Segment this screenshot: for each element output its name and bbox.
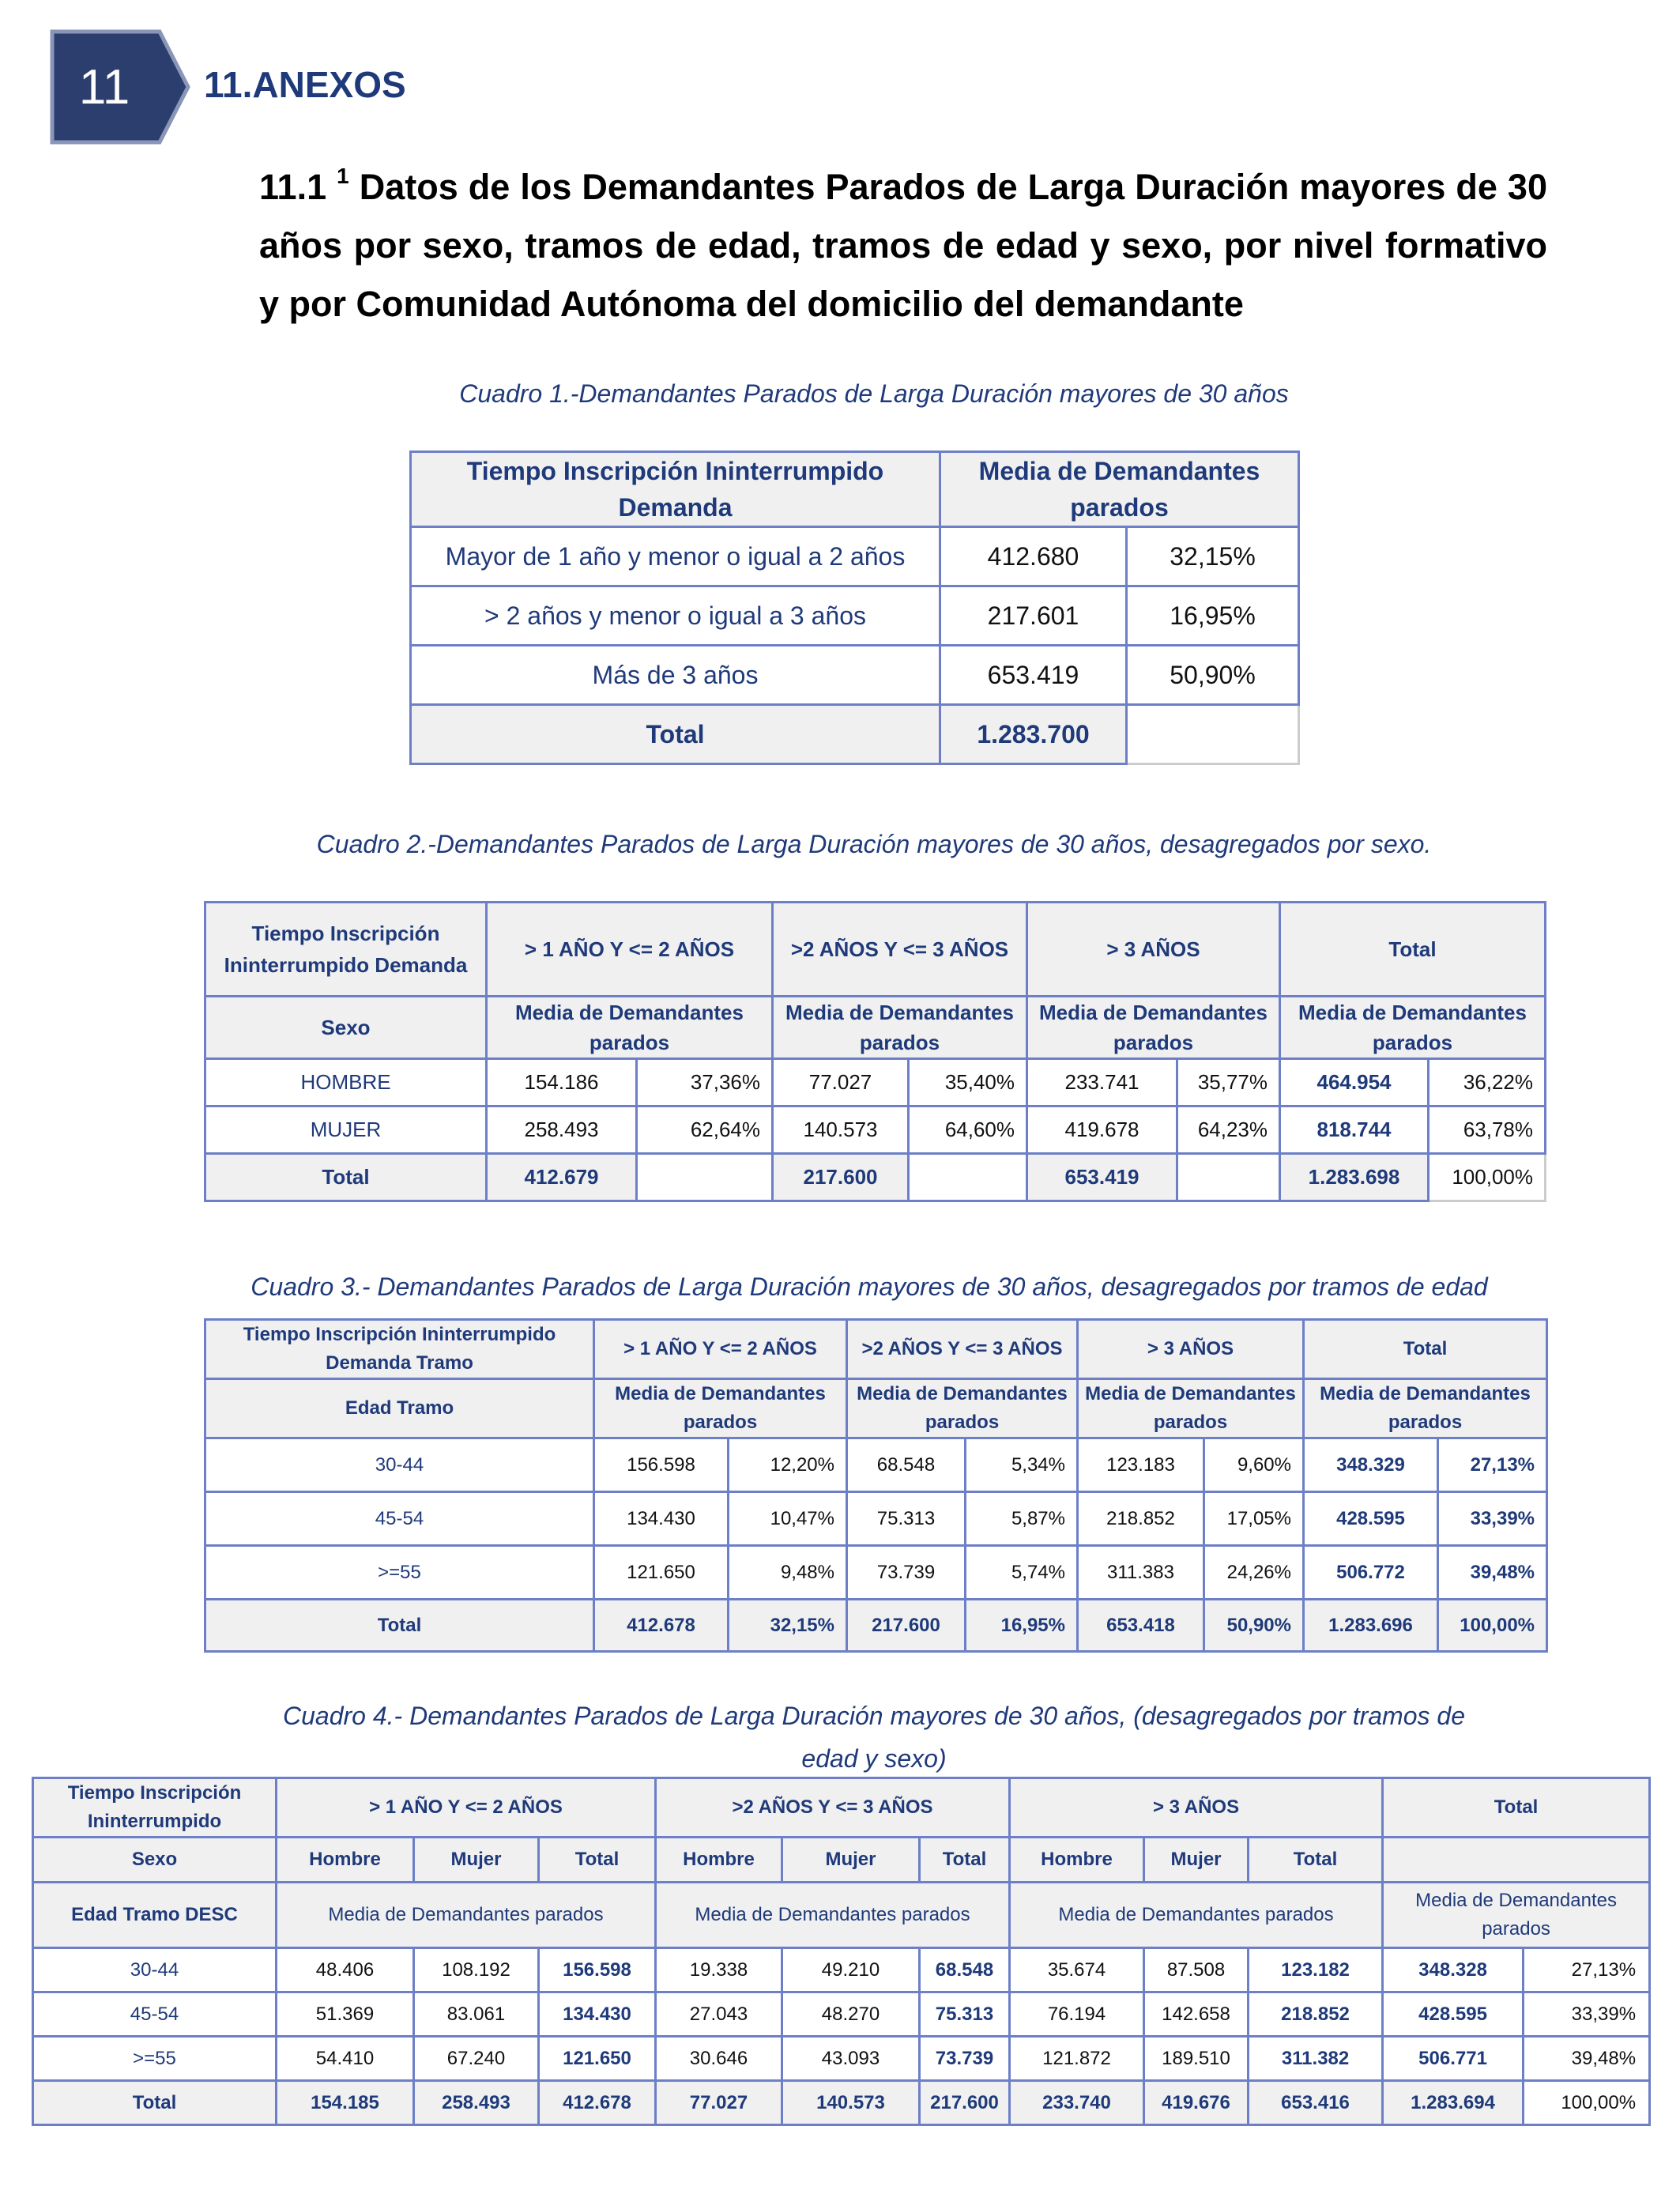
empty-cell — [1177, 1154, 1280, 1201]
row-pct: 50,90% — [1127, 646, 1299, 705]
main-title — [259, 150, 1547, 334]
cuadro1-caption: Cuadro 1.-Demandantes Parados de Larga Duración mayores de 30 años — [459, 379, 1289, 408]
cell: 218.852 — [1249, 1992, 1383, 2037]
cell: 51.369 — [277, 1992, 414, 2037]
cell: 412.678 — [594, 1600, 729, 1652]
cell: 39,48% — [1524, 2037, 1650, 2081]
table-row — [411, 527, 1299, 586]
cell: 1.283.698 — [1280, 1154, 1429, 1201]
cuadro1-table — [409, 450, 1300, 765]
cell: 76.194 — [1010, 1992, 1144, 2037]
cell: 818.744 — [1280, 1106, 1429, 1154]
header-media: Media de Demandantes parados — [773, 997, 1027, 1059]
cell: 87.508 — [1144, 1948, 1249, 1992]
row-label: >=55 — [33, 2037, 277, 2081]
table-subheader-row — [33, 1838, 1650, 1883]
cell: 19.338 — [656, 1948, 782, 1992]
header-media: Media de Demandantes parados — [1304, 1379, 1547, 1438]
cell: 5,34% — [966, 1438, 1078, 1492]
table-row — [411, 646, 1299, 705]
cell: 121.650 — [539, 2037, 656, 2081]
total-row — [33, 2081, 1650, 2125]
chapter-number: 11 — [78, 59, 130, 115]
header-edad: Edad Tramo — [205, 1379, 594, 1438]
header-mujer: Mujer — [414, 1838, 539, 1883]
cell: 77.027 — [656, 2081, 782, 2125]
cell: 39,48% — [1438, 1546, 1547, 1600]
cell: 311.383 — [1078, 1546, 1204, 1600]
cell: 43.093 — [782, 2037, 920, 2081]
header-group-3: > 3 AÑOS — [1027, 903, 1280, 997]
cell: 419.676 — [1144, 2081, 1249, 2125]
cell: 100,00% — [1429, 1154, 1546, 1201]
total-row — [411, 705, 1299, 764]
header-media: Media de Demandantes parados — [1280, 997, 1546, 1059]
row-label: Más de 3 años — [411, 646, 940, 705]
cell: 33,39% — [1524, 1992, 1650, 2037]
cell: 16,95% — [966, 1600, 1078, 1652]
table-row — [205, 1438, 1547, 1492]
total-value: 1.283.700 — [940, 705, 1127, 764]
header-group-3: > 3 AÑOS — [1010, 1778, 1383, 1838]
table-row — [205, 1106, 1546, 1154]
header-hombre: Hombre — [277, 1838, 414, 1883]
cell: 75.313 — [847, 1492, 966, 1546]
row-pct: 16,95% — [1127, 586, 1299, 646]
header-media: Media de Demandantes parados — [1027, 997, 1280, 1059]
cell: 32,15% — [729, 1600, 847, 1652]
cell: 27,13% — [1438, 1438, 1547, 1492]
cuadro4-caption-line2: edad y sexo) — [801, 1744, 947, 1773]
header-hombre: Hombre — [1010, 1838, 1144, 1883]
header-media: Media de Demandantes parados — [487, 997, 773, 1059]
total-label: Total — [205, 1154, 487, 1201]
cell: 35,77% — [1177, 1059, 1280, 1106]
cell: 258.493 — [487, 1106, 637, 1154]
header-media: Media de Demandantes parados — [847, 1379, 1078, 1438]
table-subheader-row — [205, 1379, 1547, 1438]
table-row — [33, 1948, 1650, 1992]
cell: 140.573 — [782, 2081, 920, 2125]
header-media: Media de Demandantes parados — [940, 452, 1299, 527]
cell: 10,47% — [729, 1492, 847, 1546]
header-total-sub: Total — [920, 1838, 1010, 1883]
cuadro2-caption: Cuadro 2.-Demandantes Parados de Larga Duración mayores de 30 años, desagregados por sexo. — [316, 830, 1432, 858]
cell: 233.741 — [1027, 1059, 1177, 1106]
cell: 412.678 — [539, 2081, 656, 2125]
cell: 62,64% — [637, 1106, 773, 1154]
cuadro4-caption — [204, 1695, 1544, 1780]
header-media: Media de Demandantes parados — [1010, 1883, 1383, 1948]
cell: 653.416 — [1249, 2081, 1383, 2125]
cell: 108.192 — [414, 1948, 539, 1992]
cell: 412.679 — [487, 1154, 637, 1201]
row-value: 217.601 — [940, 586, 1127, 646]
cell: 33,39% — [1438, 1492, 1547, 1546]
cell: 73.739 — [920, 2037, 1010, 2081]
total-label: Total — [33, 2081, 277, 2125]
header-total-sub: Total — [1249, 1838, 1383, 1883]
header-tiempo: Tiempo Inscripción Ininterrumpido Demanda — [205, 903, 487, 997]
total-label: Total — [205, 1600, 594, 1652]
cell: 134.430 — [594, 1492, 729, 1546]
cell: 100,00% — [1524, 2081, 1650, 2125]
cuadro4-table — [32, 1777, 1651, 2126]
cell: 48.270 — [782, 1992, 920, 2037]
cell: 68.548 — [920, 1948, 1010, 1992]
header-mujer: Mujer — [782, 1838, 920, 1883]
header-total-sub: Total — [539, 1838, 656, 1883]
cell: 156.598 — [594, 1438, 729, 1492]
header-total: Total — [1304, 1320, 1547, 1379]
cuadro3-table — [204, 1318, 1548, 1653]
cell: 217.600 — [920, 2081, 1010, 2125]
header-media: Media de Demandantes parados — [594, 1379, 847, 1438]
cell: 9,60% — [1204, 1438, 1304, 1492]
cell: 653.418 — [1078, 1600, 1204, 1652]
empty-cell — [637, 1154, 773, 1201]
cell: 9,48% — [729, 1546, 847, 1600]
table-row — [205, 1059, 1546, 1106]
cell: 30.646 — [656, 2037, 782, 2081]
total-row — [205, 1154, 1546, 1201]
header-edad: Edad Tramo DESC — [33, 1883, 277, 1948]
header-media: Media de Demandantes parados — [1383, 1883, 1650, 1948]
table-header-row — [205, 903, 1546, 997]
cell: 100,00% — [1438, 1600, 1547, 1652]
cell: 54.410 — [277, 2037, 414, 2081]
table-subheader-row — [33, 1883, 1650, 1948]
row-label: MUJER — [205, 1106, 487, 1154]
section-title: 11.ANEXOS — [204, 64, 406, 105]
cell: 5,74% — [966, 1546, 1078, 1600]
table-row — [411, 586, 1299, 646]
row-label: > 2 años y menor o igual a 3 años — [411, 586, 940, 646]
cell: 154.186 — [487, 1059, 637, 1106]
cell: 67.240 — [414, 2037, 539, 2081]
cell: 464.954 — [1280, 1059, 1429, 1106]
empty-cell — [909, 1154, 1027, 1201]
row-value: 653.419 — [940, 646, 1127, 705]
cell: 506.772 — [1304, 1546, 1438, 1600]
table-subheader-row — [205, 997, 1546, 1059]
cell: 311.382 — [1249, 2037, 1383, 2081]
cell: 653.419 — [1027, 1154, 1177, 1201]
cell: 1.283.694 — [1383, 2081, 1524, 2125]
cell: 35.674 — [1010, 1948, 1144, 1992]
cell: 428.595 — [1383, 1992, 1524, 2037]
main-title-text: Datos de los Demandantes Parados de Larga Duración mayores de 30 años por sexo, tramos de edad, tramos de edad y sexo, por nivel formativo y por Comunidad Autónoma del domicilio del demandante — [259, 167, 1547, 324]
header-media: Media de Demandantes parados — [656, 1883, 1010, 1948]
main-title-prefix: 11.1 — [259, 167, 327, 207]
row-label: 30-44 — [33, 1948, 277, 1992]
header-group-1: > 1 AÑO Y <= 2 AÑOS — [594, 1320, 847, 1379]
header-media: Media de Demandantes parados — [277, 1883, 656, 1948]
cuadro2-table — [204, 901, 1546, 1202]
cell: 27,13% — [1524, 1948, 1650, 1992]
cell: 123.182 — [1249, 1948, 1383, 1992]
cell: 348.328 — [1383, 1948, 1524, 1992]
cell: 64,60% — [909, 1106, 1027, 1154]
cell: 217.600 — [847, 1600, 966, 1652]
cell: 123.183 — [1078, 1438, 1204, 1492]
cell: 17,05% — [1204, 1492, 1304, 1546]
footnote-marker: 1 — [337, 164, 349, 188]
cell: 77.027 — [773, 1059, 909, 1106]
empty-header — [1383, 1838, 1650, 1883]
total-row — [205, 1600, 1547, 1652]
cell: 64,23% — [1177, 1106, 1280, 1154]
header-group-2: >2 AÑOS Y <= 3 AÑOS — [773, 903, 1027, 997]
empty-cell — [1127, 705, 1299, 764]
row-label: >=55 — [205, 1546, 594, 1600]
cell: 506.771 — [1383, 2037, 1524, 2081]
table-row — [33, 2037, 1650, 2081]
cell: 134.430 — [539, 1992, 656, 2037]
cell: 121.872 — [1010, 2037, 1144, 2081]
row-value: 412.680 — [940, 527, 1127, 586]
cell: 35,40% — [909, 1059, 1027, 1106]
cell: 140.573 — [773, 1106, 909, 1154]
row-label: 45-54 — [205, 1492, 594, 1546]
table-row — [33, 1992, 1650, 2037]
cell: 142.658 — [1144, 1992, 1249, 2037]
cell: 217.600 — [773, 1154, 909, 1201]
row-pct: 32,15% — [1127, 527, 1299, 586]
row-label: HOMBRE — [205, 1059, 487, 1106]
cell: 419.678 — [1027, 1106, 1177, 1154]
cell: 50,90% — [1204, 1600, 1304, 1652]
cell: 428.595 — [1304, 1492, 1438, 1546]
cell: 49.210 — [782, 1948, 920, 1992]
header-tiempo: Tiempo Inscripción Ininterrumpido Demanda — [411, 452, 940, 527]
cell: 348.329 — [1304, 1438, 1438, 1492]
header-group-2: >2 AÑOS Y <= 3 AÑOS — [847, 1320, 1078, 1379]
cell: 68.548 — [847, 1438, 966, 1492]
header-media: Media de Demandantes parados — [1078, 1379, 1304, 1438]
cell: 1.283.696 — [1304, 1600, 1438, 1652]
header-group-2: >2 AÑOS Y <= 3 AÑOS — [656, 1778, 1010, 1838]
header-group-1: > 1 AÑO Y <= 2 AÑOS — [277, 1778, 656, 1838]
cell: 156.598 — [539, 1948, 656, 1992]
cell: 189.510 — [1144, 2037, 1249, 2081]
cell: 48.406 — [277, 1948, 414, 1992]
cell: 36,22% — [1429, 1059, 1546, 1106]
cell: 233.740 — [1010, 2081, 1144, 2125]
header-tiempo: Tiempo Inscripción Ininterrumpido — [33, 1778, 277, 1838]
header-group-1: > 1 AÑO Y <= 2 AÑOS — [487, 903, 773, 997]
table-header-row — [33, 1778, 1650, 1838]
cell: 73.739 — [847, 1546, 966, 1600]
cell: 24,26% — [1204, 1546, 1304, 1600]
cell: 121.650 — [594, 1546, 729, 1600]
header-group-3: > 3 AÑOS — [1078, 1320, 1304, 1379]
cell: 37,36% — [637, 1059, 773, 1106]
cell: 12,20% — [729, 1438, 847, 1492]
total-label: Total — [411, 705, 940, 764]
header-tiempo: Tiempo Inscripción Ininterrumpido Demanda Tramo — [205, 1320, 594, 1379]
header-total: Total — [1383, 1778, 1650, 1838]
cell: 83.061 — [414, 1992, 539, 2037]
cuadro4-caption-line1: Cuadro 4.- Demandantes Parados de Larga Duración mayores de 30 años, (desagregados por tramos de — [283, 1702, 1465, 1730]
table-header-row — [411, 452, 1299, 527]
cell: 218.852 — [1078, 1492, 1204, 1546]
cell: 154.185 — [277, 2081, 414, 2125]
cell: 63,78% — [1429, 1106, 1546, 1154]
row-label: 30-44 — [205, 1438, 594, 1492]
cell: 258.493 — [414, 2081, 539, 2125]
cell: 5,87% — [966, 1492, 1078, 1546]
table-header-row — [205, 1320, 1547, 1379]
row-label: Mayor de 1 año y menor o igual a 2 años — [411, 527, 940, 586]
cell: 27.043 — [656, 1992, 782, 2037]
header-total: Total — [1280, 903, 1546, 997]
header-hombre: Hombre — [656, 1838, 782, 1883]
cell: 75.313 — [920, 1992, 1010, 2037]
header-sexo: Sexo — [205, 997, 487, 1059]
header-mujer: Mujer — [1144, 1838, 1249, 1883]
table-row — [205, 1546, 1547, 1600]
header-sexo: Sexo — [33, 1838, 277, 1883]
cuadro3-caption: Cuadro 3.- Demandantes Parados de Larga Duración mayores de 30 años, desagregados por tramos de edad — [250, 1272, 1488, 1301]
row-label: 45-54 — [33, 1992, 277, 2037]
table-row — [205, 1492, 1547, 1546]
